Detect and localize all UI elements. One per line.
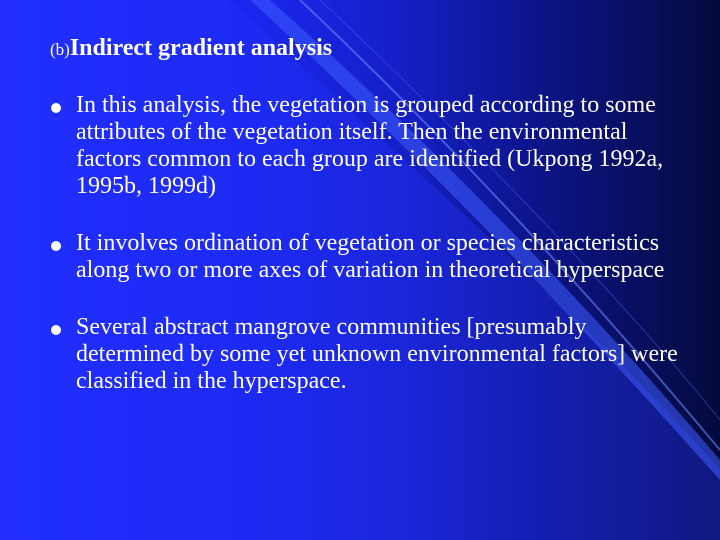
- title-prefix: (b): [50, 40, 70, 59]
- list-item: [50, 314, 690, 395]
- bullet-list: [50, 92, 690, 425]
- bullet-text: Several abstract mangrove communities [presumably determined by some yet unknown environmental factors] were classified in the hyperspace.: [76, 314, 678, 394]
- bullet-text: It involves ordination of vegetation or species characteristics along two or more axes of variation in theoretical hyperspace: [76, 230, 665, 283]
- title-text: Indirect gradient analysis: [69, 35, 333, 61]
- list-item: [50, 230, 690, 284]
- list-item: [50, 92, 690, 200]
- bullet-dot-icon: [51, 325, 61, 335]
- bullet-dot-icon: [51, 103, 61, 113]
- bullet-text: In this analysis, the vegetation is grouped according to some attributes of the vegetation itself. Then the environmental factors common to each group are identified (Ukpong 1992a, 1995b, 1999d): [76, 92, 664, 199]
- slide-title: [50, 26, 332, 63]
- bullet-dot-icon: [51, 241, 61, 251]
